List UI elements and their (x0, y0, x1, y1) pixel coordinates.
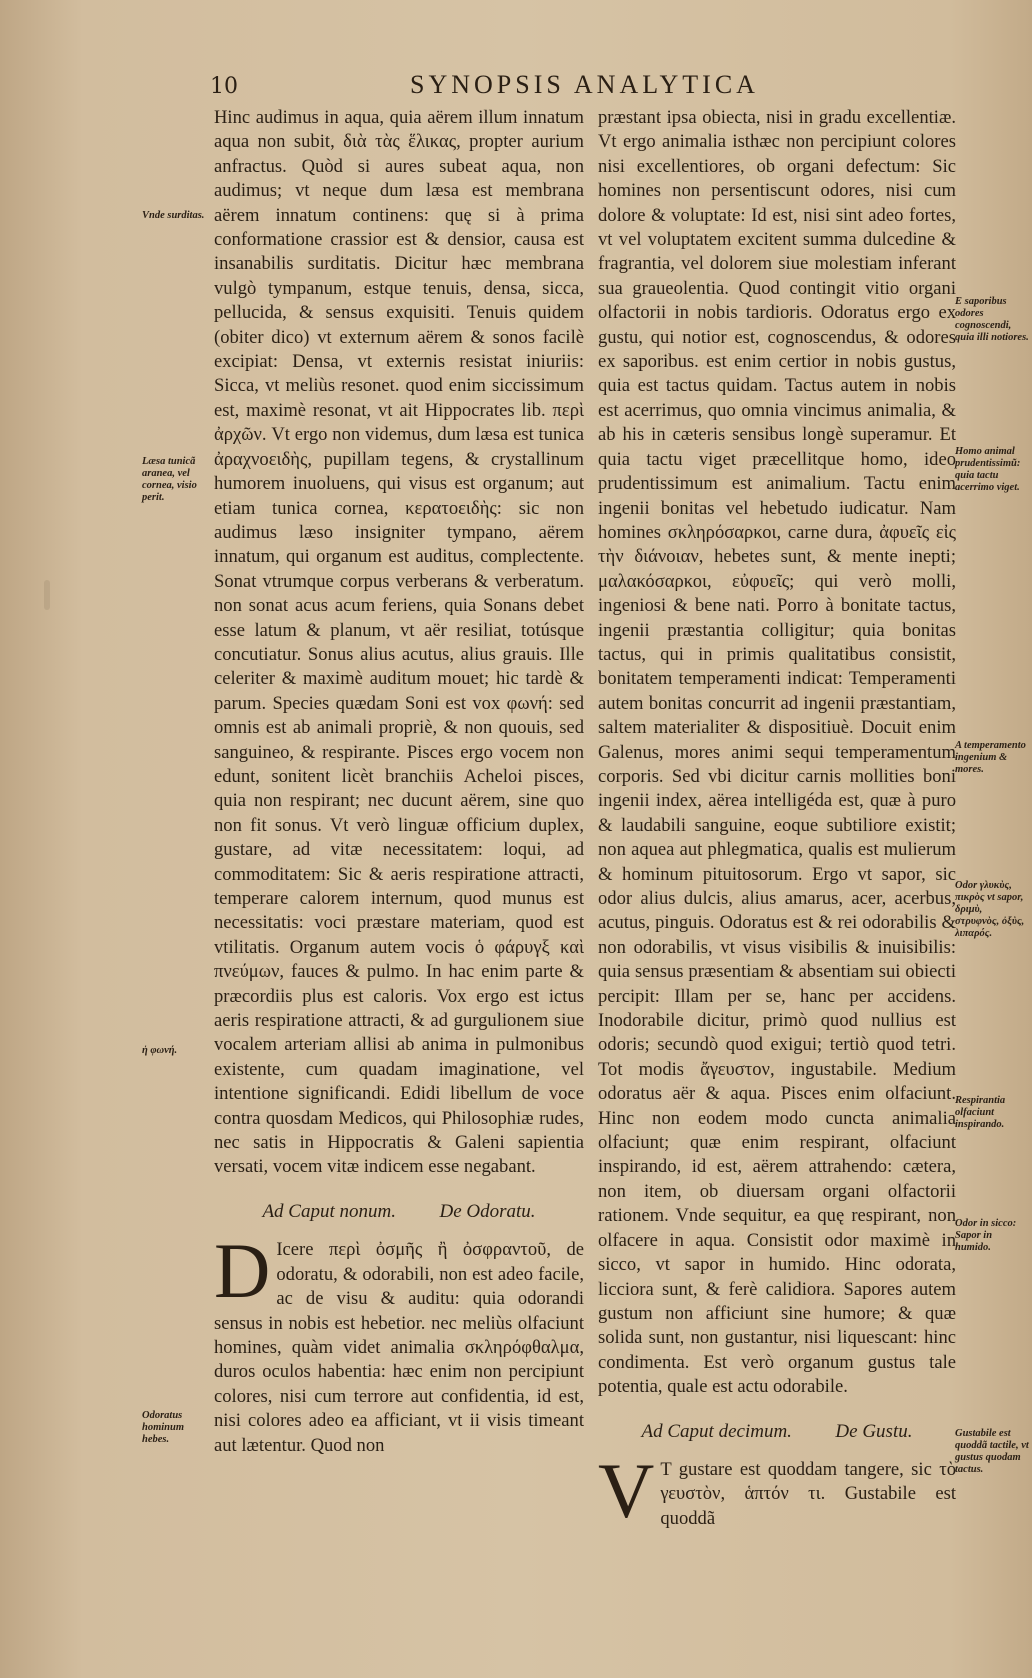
section-subtitle: De Odoratu. (439, 1200, 536, 1222)
left-paragraph-1: Hinc audimus in aqua, quia aërem illum innatum aqua non subit, διὰ τὰς ἕλικας, propter aurium anfractus. Quòd si aures subeat aqua, non audimus; vt neque dum læsa est membrana aërem innatum continens: quę si à prima conformatione crassior est & densior, causa est insanabilis surditatis. Dicitur hæc membrana vulgò tympanum, estque tenuis, densa, sicca, pellucida, & sensus exquisiti. Tenuis quidem (obiter dico) vt externum aërem & sonos facilè excipiat: Densa, vt externis resistat iniuriis: Sicca, vt meliùs resonet. quod enim siccissimum est, maximè resonat, vt ait Hippocrates lib. περὶ ἀρχῶν. Vt ergo non videmus, dum læsa est tunica ἀραχνοειδὴς, pupillam tegens, & crystallinum humorem inuoluens, qui visus est organum; aut etiam tunica cornea, κερατοειδὴς: sic non audimus læso insigniter tympano, aërem innatum, qui organum est auditus, complectente. Sonat vtrumque corpus verberans & verberatum. non sonat acus acum feriens, quia Sonans debet esse latum & planum, vt aër resiliat, totúsque concutiatur. Sonus alius acutus, alius grauis. Ille celeriter & maximè auditum mouet; hic tardè & parum. Species quædam Soni est vox φωνή: sed omnis est ab animali propriè, & non quouis, sed sanguineo, & respirante. Pisces ergo vocem non edunt, sonitent licèt branchiis Acheloi pisces, quia non respirant; nec ducunt aërem, sine quo non fit sonus. Vt verò linguæ officium duplex, gustare, ad vitæ necessitatem: loqui, ad commoditatem: Sic & aeris respiratione attracti, temperare calorem internum, quod munus est necessitatis: voci præstare materiam, quod est vtilitatis. Organum autem vocis ὁ φάρυγξ καὶ πνεύμων, fauces & pulmo. In hac enim parte & præcordiis plus est caloris. Vox ergo est ictus aeris respiratione attracti, & ad gurgulionem siue vocalem arteriam allisi ab anima in pulmonibus existente, cum quadam imaginatione, vel intentione significandi. Edidi libellum de voce contra quosdam Medicos, qui Philosophiæ rudes, nec satis in Hippocratis & Galeni sapientia versati, vocem vitæ indicem esse negabant. (214, 107, 584, 1178)
margin-note: Odoratus hominum hebes. (142, 1410, 185, 1445)
margin-note: E saporibus odores cognoscendi, quia illi notiores. (955, 296, 1029, 343)
right-paragraph-1: præstant ipsa obiecta, nisi in gradu excellentiæ. Vt ergo animalia isthæc non percipiunt colores nisi excellentiores, ob organi defectum: Sic homines non persentiscunt odores, nisi cum dolore & voluptate: Id est, nisi sint adeo fortes, vt vel voluptatem excitent summa dulcedine & fragrantia, vel dolorem siue molestiam inferant sua graueolentia. Quod contingit vitio organi olfactorii in nobis tardioris. Odoratus ergo ex gustu, qui notior est, cognoscendus, & odores ex saporibus. est enim certior in nobis gustus, quia est tactus quidam. Tactus autem in nobis est acerrimus, quo omnia vincimus animalia, & ab his in cæteris sensibus longè superamur. Et quia tactu viget præcellitque homo, ideo prudentissimum est animalium. Tactu enim ingenii bonitas vel hebetudo iudicatur. Nam homines σκληρόσαρκοι, carne dura, ἀφυεῖς εἰς τὴν διάνοιαν, hebetes sunt, & mente inepti; μαλακόσαρκοι, εὐφυεῖς; qui verò molli, ingeniosi & bene nati. Porro à bonitate tactus, ingenii præstantia colligitur; quia bonitas tactus, qui in primis qualitatibus consistit, bonitatem temperamenti indicat: Temperamenti autem bonitas concurrit ad ingenii præstantiam, saltem materialiter & dispositiuè. Docuit enim Galenus, mores animi sequi temperamentum corporis. Sed vbi dicitur carnis mollities boni ingenii index, aërea intelligéda est, quæ à puro & laudabili sanguine, eoque subtiliore existit; non aquea aut phlegmatica, qualis est mulierum & hominum pituitosorum. Ergo vt sapor, sic odor alius dulcis, alius amarus, acer, acerbus, acutus, pinguis. Odoratus est & rei odorabilis & non odorabilis, vt visus visibilis & inuisibilis: quia sensus præsentiam & absentiam sui obiecti percipit: Illam per se, hanc per accidens. Inodorabile dicitur, primò quod nullius est odoris; secundò quod exigui; tertiò quod tetri. Tot modis ἄγευστον, ingustabile. Medium odoratus aër & aqua. Pisces enim olfaciunt. Hinc non eodem modo cuncta animalia olfaciunt; quæ enim respirant, olfaciunt inspirando, id est, aërem attrahendo: cætera, non item, ob diuersam organi olfactorii rationem. Vnde sequitur, ea quę respirant, non olfacere in aqua. Consistit odor maximè in sicco, vt sapor in humido. Hinc odorata, licciora sunt, & ferè calidiora. Sapores autem gustum non afficiunt sine humore; & quæ solida sunt, non gustantur, nisi liquescant: hinc condimenta. Est verò organum gustus tale potentia, quale est actu odorabile. (598, 107, 956, 1398)
section-heading-caput-decimum (598, 1420, 956, 1444)
section-title: Ad Caput nonum. (262, 1200, 396, 1222)
margin-note: Homo animal prudentissimũ: quia tactu acerrimo viget. (955, 446, 1021, 493)
section-title: Ad Caput decimum. (641, 1420, 792, 1442)
left-column (214, 106, 584, 1458)
drop-cap: D (214, 1227, 271, 1315)
margin-note: ἡ φωνή. (142, 1045, 178, 1056)
left-paragraph-2 (214, 1227, 584, 1458)
margin-note: Odor γλυκὺς, πικρὸς vt sapor, δριμὺ, στρυφνὸς, ὀξὺς, λιπαρός. (955, 880, 1025, 939)
right-paragraph-2 (598, 1446, 956, 1534)
section-heading-caput-nonum (214, 1200, 584, 1224)
page-header (0, 70, 1032, 104)
margin-note: Vnde surditas. (142, 210, 205, 221)
drop-cap: V (598, 1446, 655, 1534)
margin-note: Odor in sicco: Sapor in humido. (955, 1218, 1017, 1253)
page-number: 10 (210, 74, 238, 99)
margin-note: Respirantia olfaciunt inspirando. (955, 1095, 1006, 1130)
margin-note: Gustabile est quoddã tactile, vt gustus quodam tactus. (955, 1428, 1029, 1475)
right-paragraph-2-text: T gustare est quoddam tangere, sic τὸ γευστὸν, ἁπτόν τι. Gustabile est quoddã (660, 1458, 956, 1529)
margin-note: A temperamento ingenium & mores. (955, 740, 1026, 775)
paper-smudge (44, 580, 50, 610)
section-subtitle: De Gustu. (835, 1420, 913, 1442)
margin-note: Læsa tunicã aranea, vel cornea, visio perit. (142, 456, 197, 503)
running-title: SYNOPSIS ANALYTICA (410, 70, 759, 99)
left-paragraph-2-text: Icere περὶ ὀσμῆς ἢ ὀσφραντοῦ, de odoratu, & odorabili, non est adeo facile, ac de visu & auditu: quia odorandi sensus in nobis est hebetior. nec meliùs olfaciunt homines, quàm videt animalia σκληρόφθαλμα, duros oculos habentia: hæc enim non percipiunt colores, nisi cum terrore aut confidentia, id est, nisi colores adeo ea afficiant, vt ii visis timeant aut lætentur. Quod non (214, 1239, 584, 1456)
right-column (598, 106, 956, 1534)
